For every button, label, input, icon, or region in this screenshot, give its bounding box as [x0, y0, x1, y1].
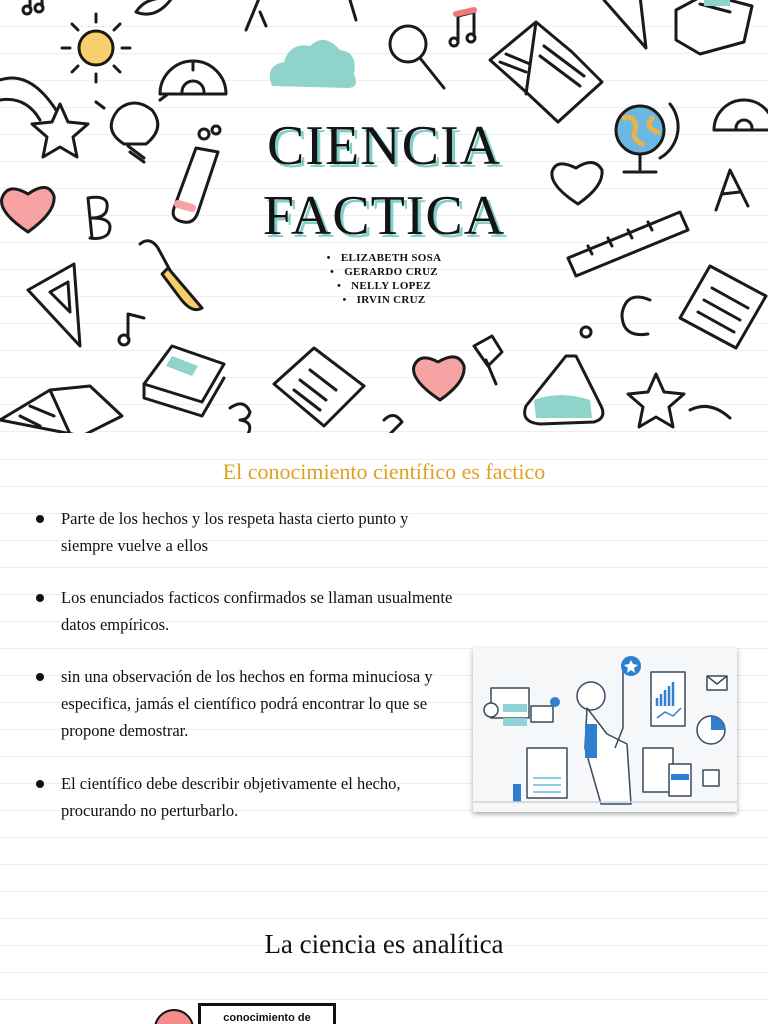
leaf-icon	[136, 0, 172, 14]
data-research-illustration	[473, 648, 737, 812]
document-icon	[274, 348, 364, 426]
music-note-icon	[23, 0, 43, 14]
protractor-icon	[160, 61, 226, 94]
bullet-item	[36, 663, 456, 744]
author-item: • GERARDO CRUZ	[0, 265, 768, 279]
star-icon	[628, 374, 730, 427]
cover-title-line1: CIENCIA	[266, 115, 502, 177]
cover-title-line2: FACTICA	[262, 185, 506, 247]
pushpin-icon	[474, 336, 502, 384]
number-3-icon	[230, 404, 250, 433]
bullet-text: Parte de los hechos y los respeta hasta cierto punto y siempre vuelve a ellos	[61, 509, 409, 555]
author-list	[0, 251, 768, 307]
open-book-icon	[490, 22, 602, 122]
bullet-dot	[36, 594, 44, 602]
bullet-item	[36, 505, 456, 559]
cover-slide	[0, 0, 768, 433]
magnifier-icon	[390, 26, 444, 88]
bullet-item	[36, 584, 456, 638]
music-note-icon	[119, 314, 144, 345]
closed-book-icon	[676, 0, 752, 54]
bullet-dot	[36, 515, 44, 523]
closed-book-icon	[144, 346, 224, 416]
slide-heading: La ciencia es analítica	[264, 929, 504, 959]
author-item: • IRVIN CRUZ	[0, 293, 768, 307]
bullet-item	[36, 770, 456, 824]
bullet-text: El científico debe describir objetivamente el hecho, procurando no perturbarlo.	[61, 774, 401, 820]
bullet-dot	[36, 673, 44, 681]
sun-icon	[62, 14, 130, 82]
concept-node	[198, 1003, 336, 1024]
number-2-icon	[384, 415, 402, 433]
triangle-ruler-icon	[604, 0, 646, 48]
music-note-icon	[450, 10, 475, 46]
flask-icon	[525, 327, 603, 424]
open-book-icon	[0, 386, 122, 433]
slide-heading: El conocimiento científico es factico	[222, 459, 546, 484]
heart-icon	[414, 357, 465, 400]
content-slide	[0, 433, 768, 1024]
author-item: • ELIZABETH SOSA	[0, 251, 768, 265]
letter-a-icon	[246, 0, 266, 30]
cloud-icon	[270, 40, 356, 88]
concept-node-label: conocimiento de	[223, 1012, 311, 1024]
author-item: • NELLY LOPEZ	[0, 279, 768, 293]
bullet-text: Los enunciados facticos confirmados se llaman usualmente datos empíricos.	[61, 588, 453, 634]
pencil-icon	[350, 0, 356, 20]
bullet-dot	[36, 780, 44, 788]
bullet-text: sin una observación de los hechos en forma minuciosa y especifica, jamás el científico podrá encontrar lo que se propone demostrar.	[61, 667, 433, 740]
